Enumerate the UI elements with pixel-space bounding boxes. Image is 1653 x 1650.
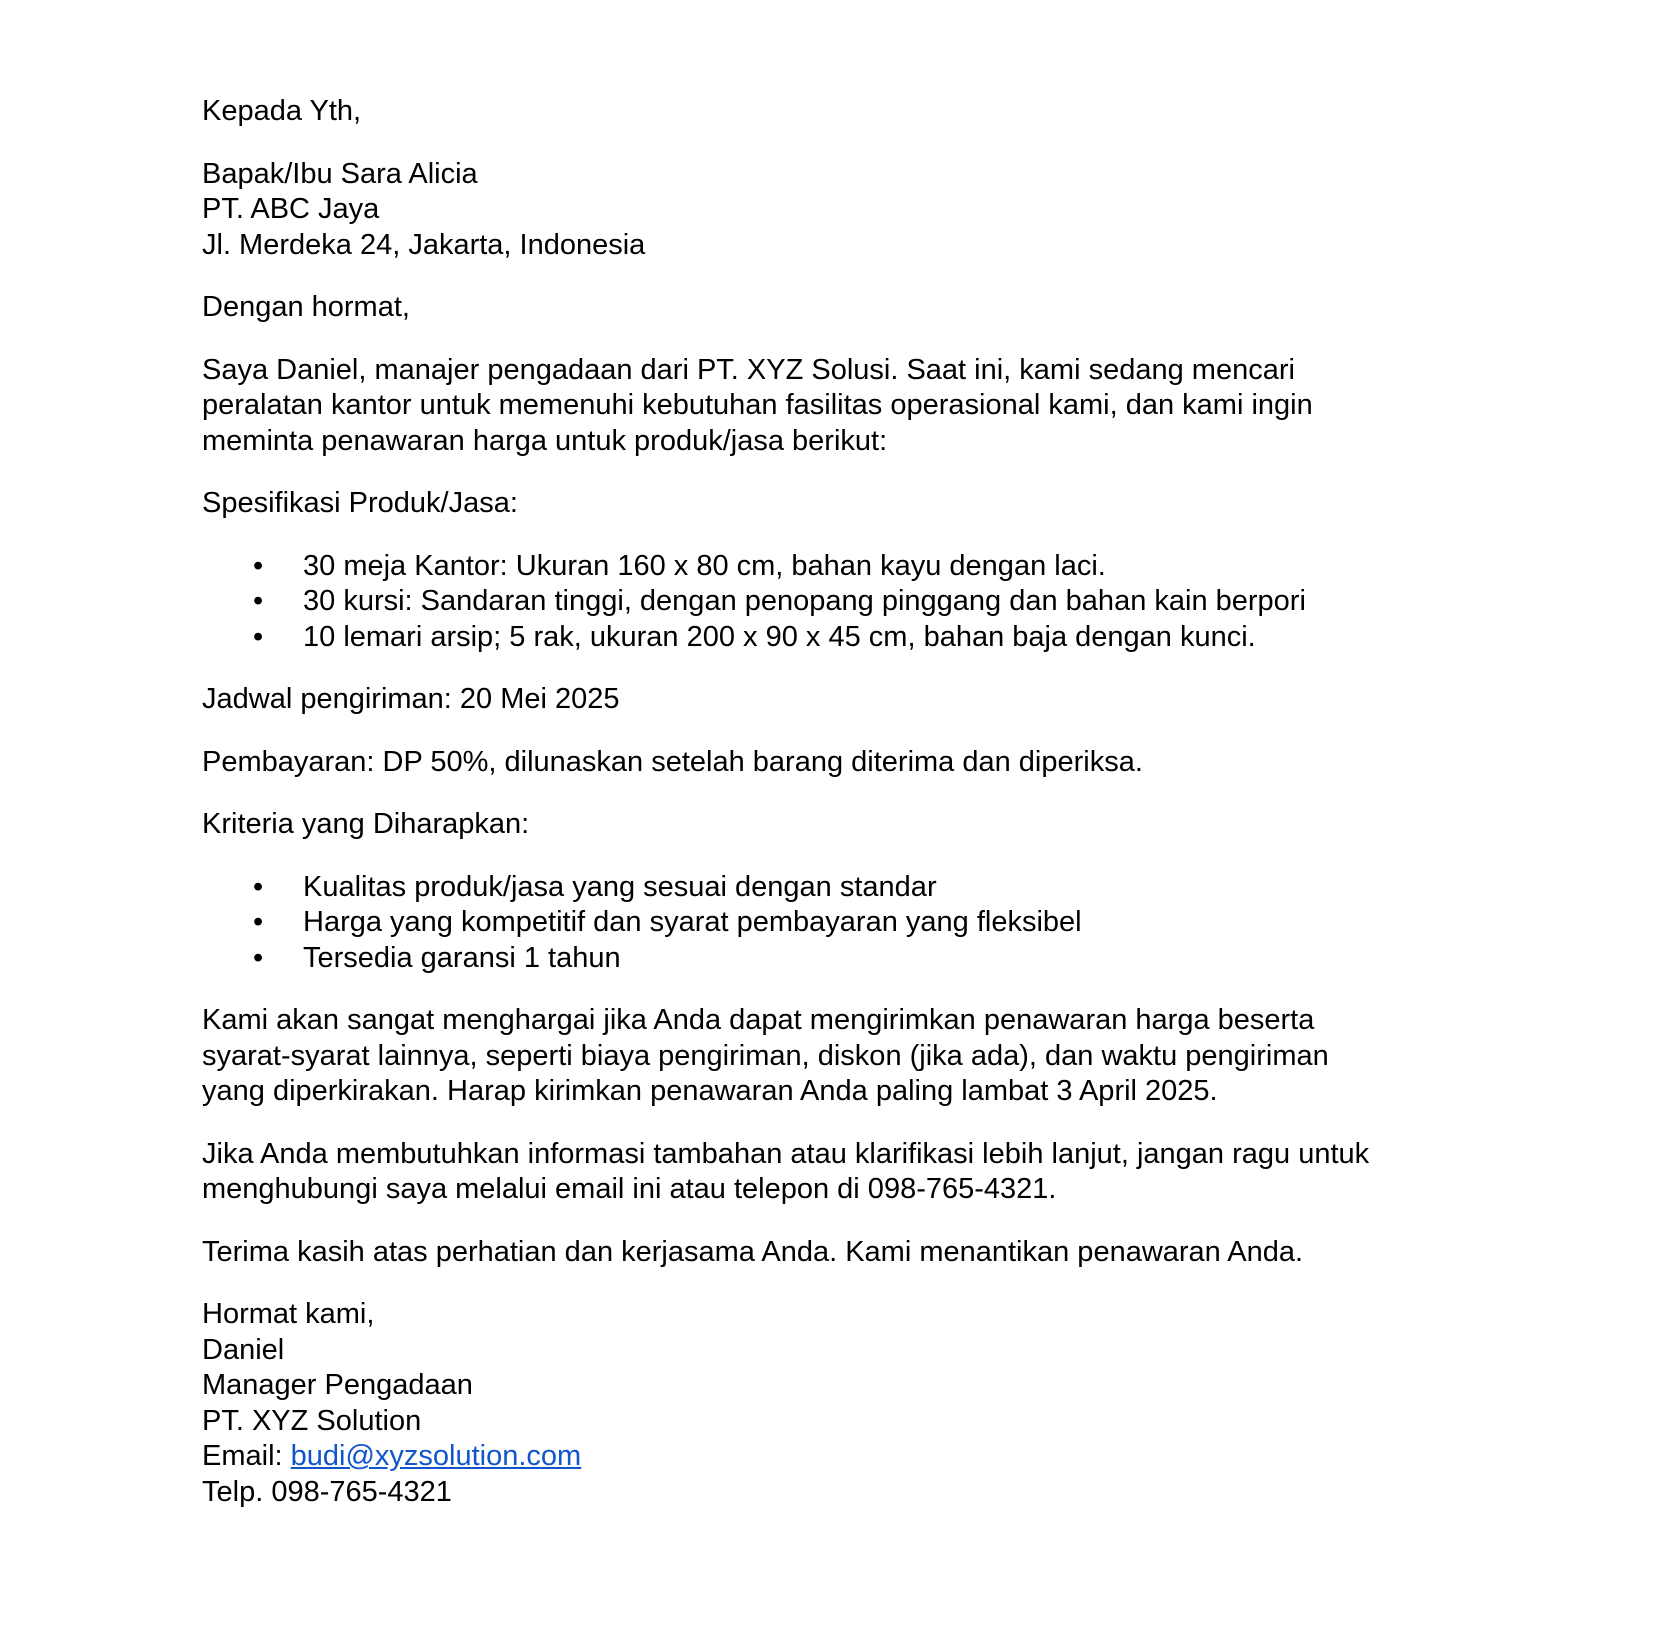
intro-paragraph <box>202 353 1462 460</box>
bullet-icon: • <box>253 620 264 653</box>
bullet-icon: • <box>253 549 264 582</box>
payment-terms: Pembayaran: DP 50%, dilunaskan setelah barang diterima dan diperiksa. <box>202 745 1143 778</box>
signature-name: Daniel <box>202 1333 285 1366</box>
specifications-heading: Spesifikasi Produk/Jasa: <box>202 487 518 519</box>
signature-closing: Hormat kami, <box>202 1298 375 1330</box>
signature-block <box>202 1297 1462 1510</box>
request-paragraph <box>202 1003 1462 1110</box>
bullet-icon: • <box>253 585 264 617</box>
recipient-address: Jl. Merdeka 24, Jakarta, Indonesia <box>202 228 646 261</box>
thanks-block <box>202 1235 1462 1271</box>
criteria-heading-block <box>202 807 1462 843</box>
delivery-block <box>202 682 1462 718</box>
request-line: Kami akan sangat menghargai jika Anda dapat mengirimkan penawaran harga beserta <box>202 1004 1315 1036</box>
opening-block <box>202 290 1462 326</box>
request-line: syarat-syarat lainnya, seperti biaya pengiriman, diskon (jika ada), dan waktu pengiriman <box>202 1039 1329 1072</box>
list-item-text: 30 kursi: Sandaran tinggi, dengan penopang pinggang dan bahan kain berpori <box>303 585 1306 617</box>
specifications-heading-block <box>202 486 1462 522</box>
list-item <box>202 905 1462 941</box>
list-item <box>202 941 1462 977</box>
email-label: Email: <box>202 1440 291 1472</box>
delivery-schedule: Jadwal pengiriman: 20 Mei 2025 <box>202 683 620 715</box>
intro-line: peralatan kantor untuk memenuhi kebutuhan fasilitas operasional kami, dan kami ingin <box>202 389 1313 421</box>
payment-block <box>202 745 1462 781</box>
recipient-address-block <box>202 157 1462 264</box>
request-line: yang diperkirakan. Harap kirimkan penawaran Anda paling lambat 3 April 2025. <box>202 1075 1218 1107</box>
bullet-icon: • <box>253 906 264 938</box>
list-item <box>202 584 1462 620</box>
list-item-text: 30 meja Kantor: Ukuran 160 x 80 cm, bahan kayu dengan laci. <box>303 549 1106 582</box>
list-item <box>202 870 1462 906</box>
list-item <box>202 549 1462 585</box>
bullet-icon: • <box>253 870 264 903</box>
criteria-list <box>202 870 1462 977</box>
letter-page <box>202 94 1462 1537</box>
signature-company: PT. XYZ Solution <box>202 1404 422 1437</box>
bullet-icon: • <box>253 941 264 974</box>
opening-greeting: Dengan hormat, <box>202 291 410 323</box>
list-item-text: 10 lemari arsip; 5 rak, ukuran 200 x 90 x 45 cm, bahan baja dengan kunci. <box>303 620 1256 653</box>
list-item-text: Kualitas produk/jasa yang sesuai dengan standar <box>303 870 937 903</box>
contact-note-paragraph <box>202 1137 1462 1208</box>
criteria-heading: Kriteria yang Diharapkan: <box>202 808 530 840</box>
list-item <box>202 620 1462 656</box>
salutation-text: Kepada Yth, <box>202 95 362 127</box>
signature-email-line <box>202 1439 1462 1475</box>
recipient-company: PT. ABC Jaya <box>202 193 380 225</box>
contact-note-line: menghubungi saya melalui email ini atau telepon di 098-765-4321. <box>202 1173 1057 1205</box>
signature-phone: Telp. 098-765-4321 <box>202 1475 452 1508</box>
list-item-text: Harga yang kompetitif dan syarat pembayaran yang fleksibel <box>303 906 1082 938</box>
salutation-block <box>202 94 1462 130</box>
list-item-text: Tersedia garansi 1 tahun <box>303 941 621 974</box>
contact-note-line: Jika Anda membutuhkan informasi tambahan atau klarifikasi lebih lanjut, jangan ragu untuk <box>202 1137 1370 1170</box>
specifications-list <box>202 549 1462 656</box>
recipient-name: Bapak/Ibu Sara Alicia <box>202 157 478 190</box>
thanks-text: Terima kasih atas perhatian dan kerjasama Anda. Kami menantikan penawaran Anda. <box>202 1235 1304 1268</box>
signature-title: Manager Pengadaan <box>202 1369 473 1401</box>
intro-line: meminta penawaran harga untuk produk/jasa berikut: <box>202 424 888 457</box>
email-link[interactable]: budi@xyzsolution.com <box>290 1440 582 1472</box>
intro-line: Saya Daniel, manajer pengadaan dari PT. XYZ Solusi. Saat ini, kami sedang mencari <box>202 353 1295 386</box>
